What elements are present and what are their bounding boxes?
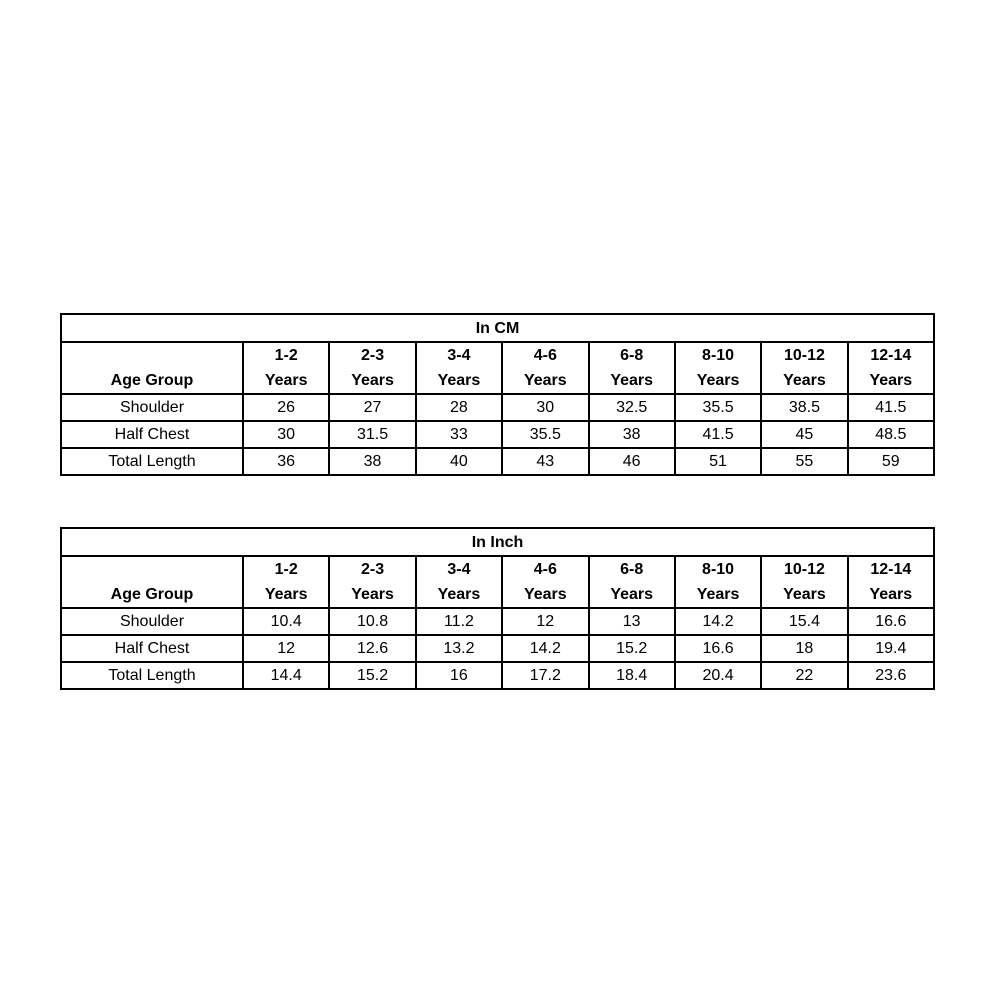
table-cell: 18	[761, 635, 847, 662]
table-cell: 38.5	[761, 394, 847, 421]
table-cell: 32.5	[589, 394, 675, 421]
column-header-range: 6-8	[620, 347, 644, 364]
table-cell: 16	[416, 662, 502, 689]
column-header-range: 3-4	[447, 561, 471, 578]
table-row	[61, 608, 934, 635]
table-row	[61, 394, 934, 421]
table-cell: 30	[502, 394, 588, 421]
table-cell: 31.5	[329, 421, 415, 448]
row-header-label: Age Group	[61, 556, 243, 608]
column-header-unit: Years	[696, 586, 740, 603]
column-header-unit: Years	[437, 372, 481, 389]
table-header-row	[61, 556, 934, 608]
row-label: Half Chest	[61, 635, 243, 662]
column-header	[848, 342, 934, 394]
column-header-unit: Years	[523, 586, 567, 603]
table-cell: 38	[329, 448, 415, 475]
column-header-range: 8-10	[702, 347, 735, 364]
table-cell: 11.2	[416, 608, 502, 635]
column-header-range: 2-3	[361, 561, 385, 578]
table-title: In CM	[61, 314, 934, 342]
column-header-unit: Years	[351, 586, 394, 603]
column-header-unit: Years	[610, 372, 654, 389]
table-cell: 10.4	[243, 608, 329, 635]
table-cell: 48.5	[848, 421, 934, 448]
table-cell: 55	[761, 448, 847, 475]
table-cell: 12	[502, 608, 588, 635]
column-header-unit: Years	[264, 372, 308, 389]
column-header-unit: Years	[523, 372, 567, 389]
table-cell: 14.2	[502, 635, 588, 662]
table-cell: 12	[243, 635, 329, 662]
table-cell: 26	[243, 394, 329, 421]
column-header	[761, 342, 847, 394]
column-header-range: 2-3	[361, 347, 385, 364]
column-header-range: 8-10	[702, 561, 735, 578]
column-header-range: 4-6	[533, 347, 557, 364]
table-row	[61, 635, 934, 662]
row-label: Shoulder	[61, 394, 243, 421]
column-header	[329, 342, 415, 394]
column-header	[589, 556, 675, 608]
table-title-row	[61, 314, 934, 342]
row-header-label: Age Group	[61, 342, 243, 394]
table-cell: 16.6	[675, 635, 761, 662]
table-cell: 18.4	[589, 662, 675, 689]
column-header	[761, 556, 847, 608]
table-cell: 15.2	[329, 662, 415, 689]
table-cell: 19.4	[848, 635, 934, 662]
table-title: In Inch	[61, 528, 934, 556]
column-header-unit: Years	[351, 372, 394, 389]
size-table-cm	[60, 313, 935, 476]
table-cell: 16.6	[848, 608, 934, 635]
table-cell: 13	[589, 608, 675, 635]
row-label: Shoulder	[61, 608, 243, 635]
column-header-unit: Years	[264, 586, 308, 603]
column-header	[848, 556, 934, 608]
column-header-range: 1-2	[274, 561, 298, 578]
column-header	[416, 556, 502, 608]
column-header-unit: Years	[437, 586, 481, 603]
table-cell: 59	[848, 448, 934, 475]
table-cell: 33	[416, 421, 502, 448]
table-cell: 45	[761, 421, 847, 448]
table-cell: 14.4	[243, 662, 329, 689]
column-header-range: 12-14	[870, 347, 912, 364]
table-header-row	[61, 342, 934, 394]
table-cell: 30	[243, 421, 329, 448]
column-header	[502, 342, 588, 394]
table-cell: 28	[416, 394, 502, 421]
table-cell: 22	[761, 662, 847, 689]
table-cell: 38	[589, 421, 675, 448]
column-header-range: 10-12	[783, 347, 825, 364]
table-cell: 20.4	[675, 662, 761, 689]
row-label: Total Length	[61, 448, 243, 475]
column-header-unit: Years	[783, 586, 826, 603]
column-header	[589, 342, 675, 394]
column-header-unit: Years	[696, 372, 740, 389]
column-header	[243, 556, 329, 608]
table-cell: 43	[502, 448, 588, 475]
table-cell: 15.4	[761, 608, 847, 635]
table-row	[61, 421, 934, 448]
row-label: Total Length	[61, 662, 243, 689]
column-header-range: 10-12	[783, 561, 825, 578]
table-cell: 12.6	[329, 635, 415, 662]
table-title-row	[61, 528, 934, 556]
column-header-unit: Years	[783, 372, 826, 389]
table-cell: 41.5	[848, 394, 934, 421]
column-header	[502, 556, 588, 608]
column-header	[675, 342, 761, 394]
table-cell: 51	[675, 448, 761, 475]
column-header-range: 6-8	[620, 561, 644, 578]
column-header	[675, 556, 761, 608]
column-header	[243, 342, 329, 394]
table-cell: 35.5	[675, 394, 761, 421]
table-cell: 40	[416, 448, 502, 475]
column-header	[416, 342, 502, 394]
table-cell: 15.2	[589, 635, 675, 662]
column-header-range: 3-4	[447, 347, 471, 364]
column-header-unit: Years	[610, 586, 654, 603]
table-cell: 14.2	[675, 608, 761, 635]
column-header-unit: Years	[869, 586, 913, 603]
column-header-range: 4-6	[533, 561, 557, 578]
table-cell: 41.5	[675, 421, 761, 448]
size-table-inch	[60, 527, 935, 690]
column-header-range: 12-14	[870, 561, 912, 578]
row-label: Half Chest	[61, 421, 243, 448]
table-row	[61, 448, 934, 475]
column-header-unit: Years	[869, 372, 913, 389]
table-cell: 27	[329, 394, 415, 421]
table-cell: 23.6	[848, 662, 934, 689]
table-cell: 10.8	[329, 608, 415, 635]
column-header	[329, 556, 415, 608]
table-cell: 13.2	[416, 635, 502, 662]
table-row	[61, 662, 934, 689]
table-cell: 35.5	[502, 421, 588, 448]
column-header-range: 1-2	[274, 347, 298, 364]
table-cell: 36	[243, 448, 329, 475]
table-cell: 46	[589, 448, 675, 475]
table-cell: 17.2	[502, 662, 588, 689]
